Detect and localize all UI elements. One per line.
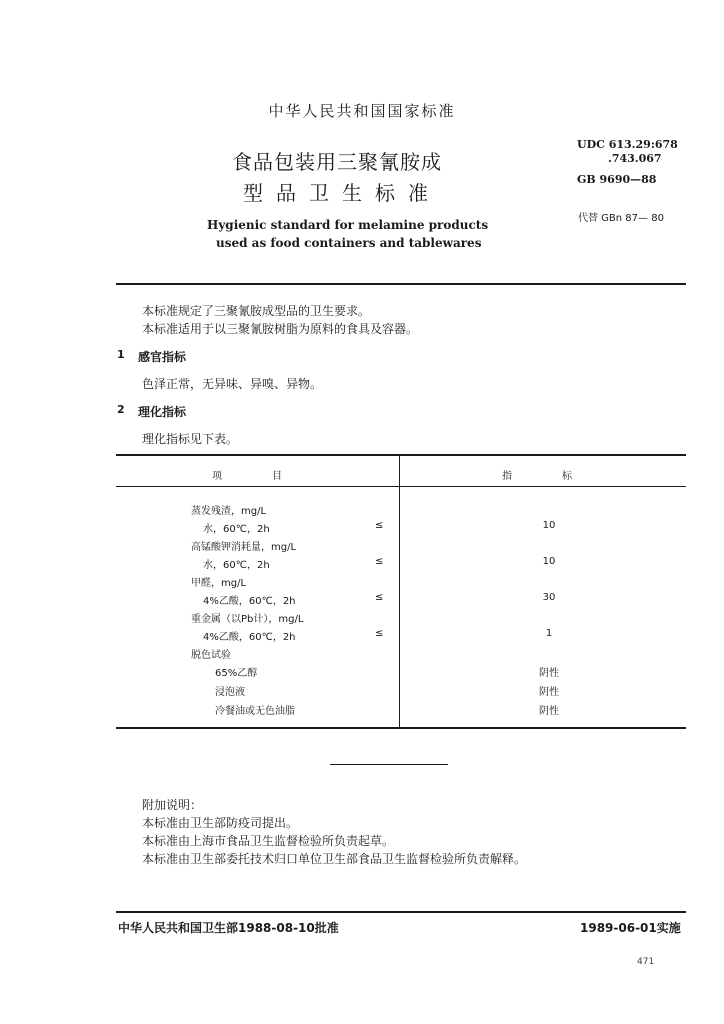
row-label: 高锰酸钾消耗量，mg/L [191, 542, 297, 553]
notes-line-3: 本标准由卫生部委托技术归口单位卫生部食品卫生监督检验所负责解释。 [142, 852, 527, 866]
header-divider [116, 283, 686, 285]
row-label: 4%乙酸，60℃，2h [203, 596, 296, 607]
notes-line-1: 本标准由卫生部防疫司提出。 [142, 816, 299, 830]
footer-divider [116, 911, 686, 913]
row-label: 浸泡液 [215, 687, 245, 698]
standard-title-cn-line1: 食品包装用三聚氰胺成 [232, 150, 442, 174]
intro-line-2: 本标准适用于以三聚氰胺树脂为原料的食具及容器。 [142, 322, 419, 336]
row-label: 水，60℃，2h [203, 560, 270, 571]
row-label: 水，60℃，2h [203, 524, 270, 535]
approval-date: 中华人民共和国卫生部1988-08-10批准 [118, 921, 339, 935]
row-operator: ≤ [375, 556, 384, 567]
row-operator: ≤ [375, 628, 384, 639]
issuing-body-title: 中华人民共和国国家标准 [268, 102, 456, 120]
implementation-date: 1989-06-01实施 [580, 921, 681, 935]
notes-heading: 附加说明： [142, 798, 203, 812]
row-label: 4%乙酸，60℃，2h [203, 632, 296, 643]
section-1-title: 感官指标 [138, 350, 187, 364]
standard-title-en-line2: used as food containers and tablewares [216, 236, 482, 250]
section-2-title: 理化指标 [138, 405, 187, 419]
row-label: 脱色试验 [191, 650, 231, 661]
gb-standard-number: GB 9690—88 [577, 173, 657, 186]
section-1-number: 1 [117, 348, 125, 361]
intro-line-1: 本标准规定了三聚氰胺成型品的卫生要求。 [142, 304, 371, 318]
row-value: 30 [542, 592, 556, 603]
row-label: 甲醛，mg/L [191, 578, 247, 589]
table-top-rule [116, 454, 686, 456]
table-header-index: 指 标 [502, 471, 572, 482]
table-bottom-rule [116, 727, 686, 729]
row-value: 10 [542, 556, 556, 567]
replaces-standard: 代替 GBn 87— 80 [578, 213, 664, 224]
row-label: 冷餐油或无色油脂 [215, 706, 295, 717]
row-operator: ≤ [375, 520, 384, 531]
row-label: 重金属（以Pb计），mg/L [191, 614, 304, 625]
end-of-text-rule [330, 764, 448, 765]
row-operator: ≤ [375, 592, 384, 603]
standard-title-cn-line2: 型品卫生标准 [243, 181, 441, 205]
table-column-divider [399, 455, 400, 728]
row-value: 阴性 [539, 687, 559, 698]
table-header-rule [116, 486, 686, 487]
section-1-text: 色泽正常，无异味、异嗅、异物。 [142, 377, 323, 391]
udc-code-line2: .743.067 [608, 152, 662, 165]
row-value: 1 [545, 628, 553, 639]
row-label: 蒸发残渣，mg/L [191, 506, 267, 517]
table-header-item: 项 目 [212, 471, 282, 482]
section-2-number: 2 [117, 403, 125, 416]
page-number: 471 [637, 957, 655, 967]
row-label: 65%乙醇 [215, 668, 258, 679]
row-value: 10 [542, 520, 556, 531]
udc-code-line1: UDC 613.29:678 [577, 138, 678, 151]
row-value: 阴性 [539, 706, 559, 717]
standard-title-en-line1: Hygienic standard for melamine products [207, 218, 489, 232]
row-value: 阴性 [539, 668, 559, 679]
notes-line-2: 本标准由上海市食品卫生监督检验所负责起草。 [142, 834, 395, 848]
section-2-text: 理化指标见下表。 [142, 432, 239, 446]
